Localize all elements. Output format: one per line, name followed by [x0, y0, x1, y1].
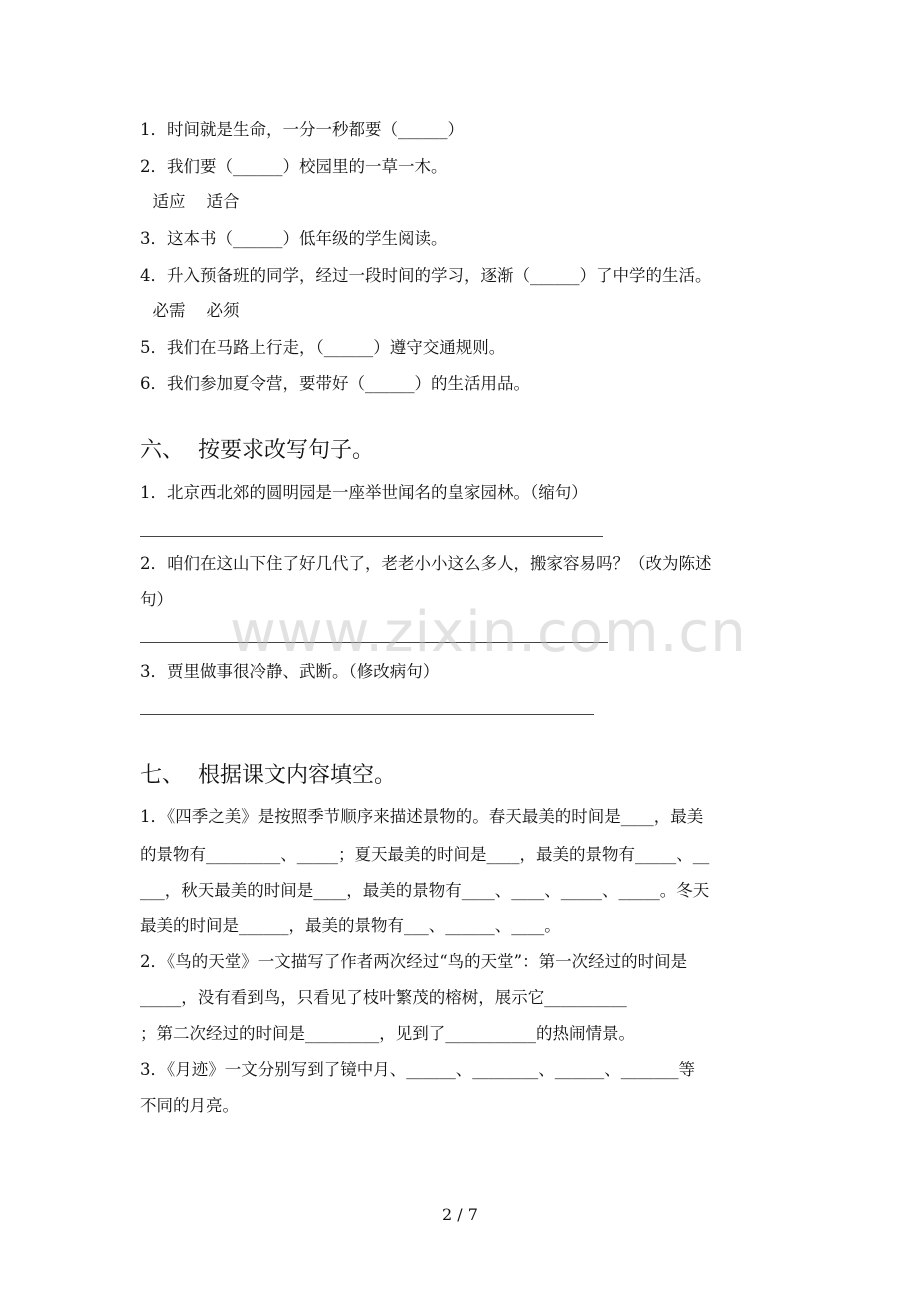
section7-heading: 七、 根据课文内容填空。 [140, 763, 396, 788]
s6-question-3: 3．贾里做事很冷静、武断。（修改病句） [140, 662, 440, 681]
s7-line-2: 的景物有_________、_____；夏天最美的时间是____，最美的景物有_____、__ [140, 845, 710, 864]
s5-item-6: 6．我们参加夏令营，要带好（______）的生活用品。 [140, 374, 530, 393]
page-number: 2 / 7 [442, 1205, 478, 1224]
watermark: www.zixin.com.cn [230, 600, 747, 665]
s6-answer-line-1 [140, 536, 603, 537]
s6-answer-line-3 [140, 714, 594, 715]
s5-item-4: 4．升入预备班的同学，经过一段时间的学习，逐渐（______）了中学的生活。 [140, 266, 712, 285]
s6-question-1: 1．北京西北郊的圆明园是一座举世闻名的皇家园林。（缩句） [140, 483, 588, 502]
s5-item-3: 3．这本书（______）低年级的学生阅读。 [140, 229, 448, 248]
s5-item-2: 2．我们要（______）校园里的一草一木。 [140, 157, 448, 176]
s7-line-8: 3．《月迹》一文分别写到了镜中月、______、________、______、_______等 [140, 1060, 695, 1079]
s5-word-choices-2: 必需 必须 [142, 301, 240, 320]
section6-heading: 六、 按要求改写句子。 [140, 438, 374, 463]
s5-item-1: 1．时间就是生命，一分一秒都要（______） [140, 120, 464, 139]
s7-line-5: 2．《鸟的天堂》一文描写了作者两次经过“鸟的天堂”：第一次经过的时间是 [140, 952, 688, 971]
s7-line-3: ___，秋天最美的时间是____，最美的景物有____、____、_____、_____。冬天 [140, 881, 710, 900]
s6-question-2-line1: 2．咱们在这山下住了好几代了，老老小小这么多人，搬家容易吗？（改为陈述 [140, 554, 712, 573]
s7-line-6: _____，没有看到鸟，只看见了枝叶繁茂的榕树，展示它__________ [140, 988, 627, 1007]
s7-line-4: 最美的时间是______，最美的景物有___、______、____。 [140, 916, 561, 935]
s5-item-5: 5．我们在马路上行走，（______）遵守交通规则。 [140, 338, 506, 357]
s7-line-9: 不同的月亮。 [140, 1096, 239, 1115]
s7-line-7: ；第二次经过的时间是_________，见到了___________的热闹情景。 [140, 1024, 635, 1043]
s7-line-1: 1．《四季之美》是按照季节顺序来描述景物的。春天最美的时间是____，最美 [140, 807, 704, 826]
s6-question-2-line2: 句） [140, 590, 173, 609]
s5-word-choices-1: 适应 适合 [142, 192, 240, 211]
